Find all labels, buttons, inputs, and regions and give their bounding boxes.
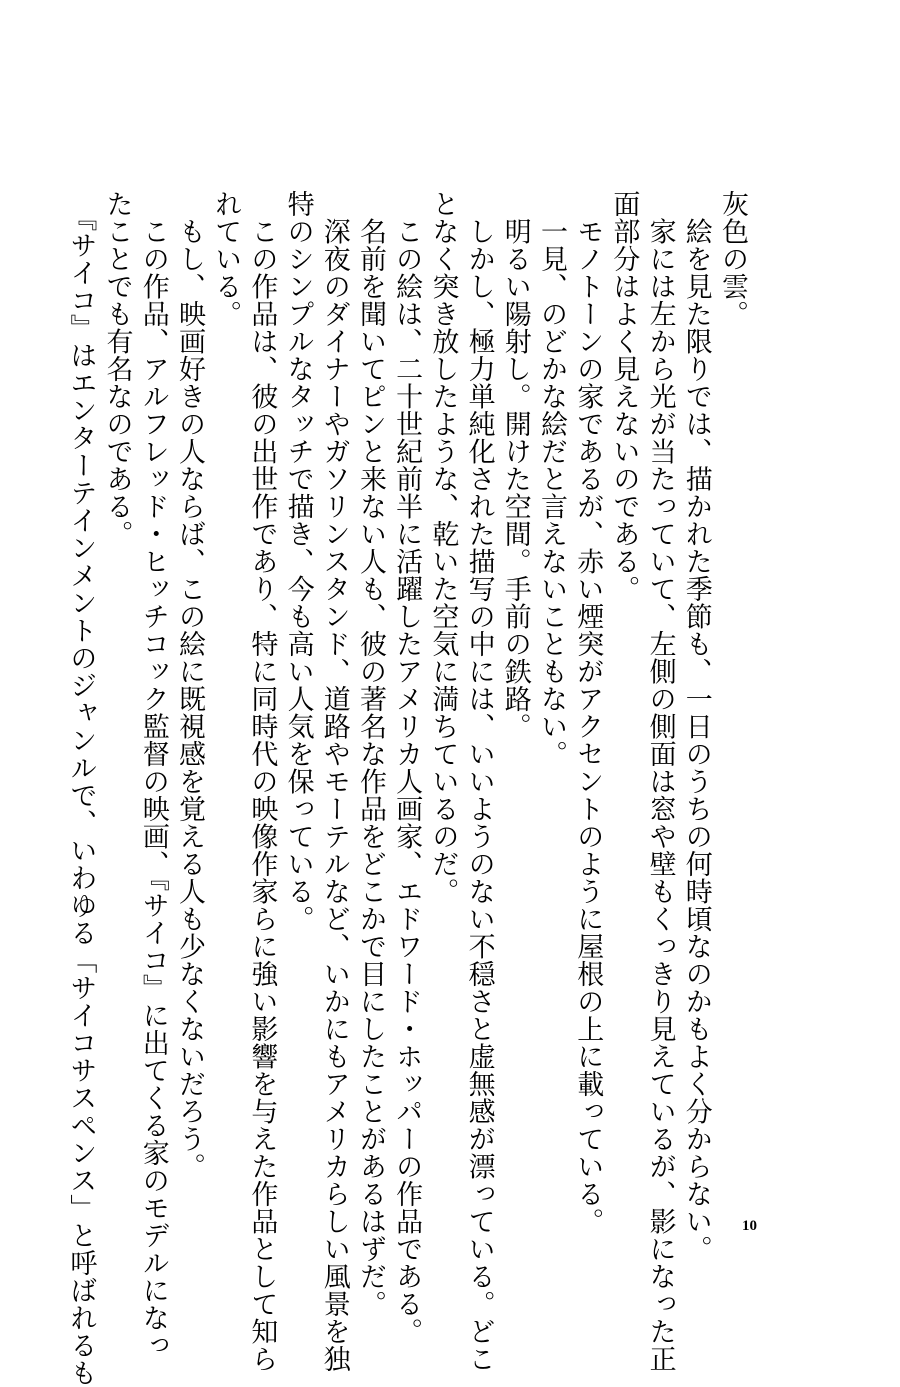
page-number: 10 xyxy=(742,1218,757,1234)
text-line: たことでも有名なのである。 xyxy=(101,190,133,548)
text-line: この作品は、彼の出世作であり、特に同時代の映像作家らに強い影響を与えた作品として知ら xyxy=(246,190,278,1373)
text-line: 灰色の雲。 xyxy=(717,190,748,328)
text-line: 明るい陽射し。開けた空間。手前の鉄路。 xyxy=(499,190,531,740)
text-line: モノトーンの家であるが、赤い煙突がアクセントのように屋根の上に載っている。 xyxy=(572,190,604,1235)
text-line: 一見、のどかな絵だと言えないこともない。 xyxy=(535,190,567,768)
text-line: となく突き放したような、乾いた空気に満ちているのだ。 xyxy=(427,190,459,905)
text-line: 名前を聞いてピンと来ない人も、彼の著名な作品をどこかで目にしたことがあるはずだ。 xyxy=(354,190,386,1318)
text-line: もし、映画好きの人ならば、この絵に既視感を覚える人も少なくないだろう。 xyxy=(173,190,205,1180)
text-line: 深夜のダイナーやガソリンスタンド、道路やモーテルなど、いかにもアメリカらしい風景を独 xyxy=(318,190,350,1373)
text-line: 特のシンプルなタッチで描き、今も高い人気を保っている。 xyxy=(282,190,314,933)
text-line: 面部分はよく見えないのである。 xyxy=(608,190,640,603)
text-line: れている。 xyxy=(210,190,242,328)
text-line: この絵は、二十世紀前半に活躍したアメリカ人画家、エドワード・ホッパーの作品である。 xyxy=(391,190,423,1345)
text-line: 絵を見た限りでは、描かれた季節も、一日のうちの何時頃なのかもよく分からない。 xyxy=(680,190,712,1263)
text-line: しかし、極力単純化された描写の中には、いいようのない不穏さと虚無感が漂っている。どこ xyxy=(463,190,495,1373)
text-line: 『サイコ』はエンターテインメントのジャンルで、いわゆる「サイコサスペンス」と呼ばれるも xyxy=(65,190,97,1387)
text-line: 家には左から光が当たっていて、左側の側面は窓や壁もくっきり見えているが、影になった正 xyxy=(644,190,676,1373)
text-line: この作品、アルフレッド・ヒッチコック監督の映画、『サイコ』に出てくる家のモデルになっ xyxy=(137,190,169,1359)
